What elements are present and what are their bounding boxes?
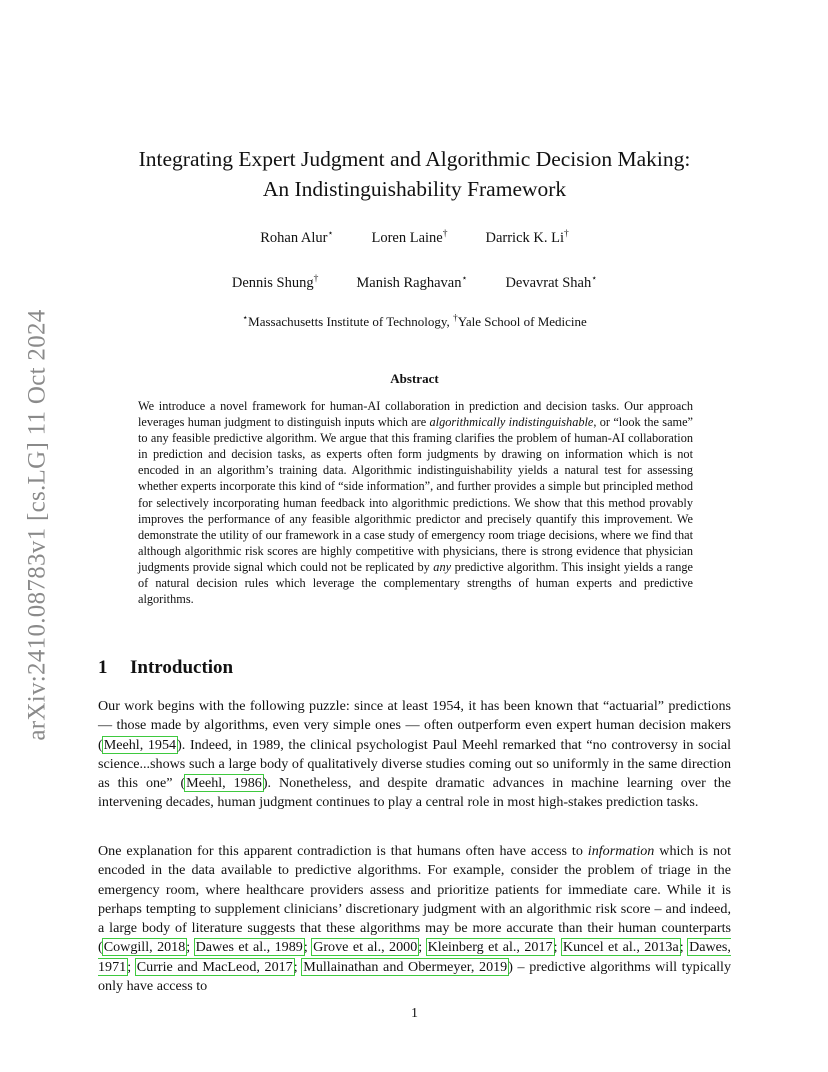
intro-paragraph-1: Our work begins with the following puzzle: since at least 1954, it has been known that “actuarial” predictions — those made by algorithms, even very simple ones — often outperform even expert human decision makers (Meehl, 1954). Indeed, in 1989, the clinical psychologist Paul Meehl remarked that “no controversy in social science...shows such a large body of qualitatively diverse studies coming out so uniformly in the same direction as this one” (Meehl, 1986). Nonetheless, and despite dramatic advances in machine learning over the intervening decades, human judgment continues to play a central role in most high-stakes prediction tasks. — [98, 698, 731, 811]
arxiv-identifier — [18, 290, 58, 760]
author: Loren Laine† — [371, 229, 448, 246]
affiliations: ⋆Massachusetts Institute of Technology, †Yale School of Medicine — [242, 313, 587, 329]
citation-link[interactable]: Currie and MacLeod, 2017 — [136, 958, 293, 975]
author-mark: ⋆ — [591, 274, 598, 285]
citation-link[interactable]: Meehl, 1954 — [103, 736, 177, 753]
author-mark: ⋆ — [327, 229, 334, 240]
title-line-2: An Indistinguishability Framework — [262, 177, 567, 201]
citation-link[interactable]: Dawes et al., 1989 — [195, 939, 303, 956]
abstract-text: We introduce a novel framework for human-AI collaboration in prediction and decision tasks. Our approach leverages human judgment to distinguish inputs which are algorithmically indistinguishable, or “look the same” to any feasible predictive algorithm. We argue that this framing clarifies the problem of human-AI collaboration in prediction and decision tasks, as experts often form judgments by drawing on information which is not encoded in an algorithm’s training data. Algorithmic indistinguishability yields a natural test for assessing whether experts incorporate this kind of “side information”, and further provides a simple but principled method for selectively incorporating human feedback into algorithmic predictions. We show that this method provably improves the performance of any feasible algorithmic predictor and precisely quantify this improvement. We demonstrate the utility of our framework in a case study of emergency room triage decisions, where we find that although algorithmic risk scores are highly competitive with physicians, there is strong evidence that physician judgments provide signal which could not be replicated by any predictive algorithm. This insight yields a range of natural decision rules which leverage the complementary strengths of human experts and predictive algorithms. — [138, 399, 694, 607]
author-row-1 — [98, 230, 731, 247]
citation-link[interactable]: Grove et al., 2000 — [313, 939, 418, 956]
author: Devavrat Shah⋆ — [505, 274, 598, 291]
citation-link[interactable]: Mullainathan and Obermeyer, 2019 — [303, 958, 508, 975]
section-heading-introduction — [98, 657, 233, 679]
author-mark: ⋆ — [461, 274, 468, 285]
author-mark: † — [313, 274, 319, 285]
author-row-2 — [98, 275, 731, 292]
section-number: 1 — [98, 657, 108, 678]
section-title: Introduction — [130, 657, 234, 678]
author: Manish Raghavan⋆ — [356, 274, 468, 291]
page-number: 1 — [411, 1006, 418, 1021]
citation-link[interactable]: Kleinberg et al., 2017 — [427, 939, 553, 956]
author: Dennis Shung† — [231, 274, 319, 291]
abstract-heading: Abstract — [390, 371, 439, 386]
author: Rohan Alur⋆ — [260, 229, 334, 246]
paper-title — [98, 144, 731, 204]
author-mark: † — [442, 229, 448, 240]
author: Darrick K. Li† — [485, 229, 569, 246]
citation-link[interactable]: Meehl, 1986 — [186, 775, 262, 792]
author-mark: † — [564, 229, 569, 240]
citation-link[interactable]: Cowgill, 2018 — [103, 939, 186, 956]
citation-link[interactable]: Dawes, 1971 — [98, 939, 731, 975]
citation-link[interactable]: Kuncel et al., 2013a — [562, 939, 679, 956]
intro-paragraph-2: One explanation for this apparent contradiction is that humans often have access to information which is not encoded in the data available to predictive algorithms. For example, consider the problem of triage in the emergency room, where healthcare providers assess and prioritize patients for immediate care. While it is perhaps tempting to supplement clinicians’ discretionary judgment with an algorithmic risk score – and indeed, a large body of literature suggests that these algorithms may be more accurate than their human counterparts (Cowgill, 2018; Dawes et al., 1989; Grove et al., 2000; Kleinberg et al., 2017; Kuncel et al., 2013a; Dawes, 1971; Currie and MacLeod, 2017; Mullainathan and Obermeyer, 2019) – predictive algorithms will typically only have access to — [98, 843, 731, 995]
title-line-1: Integrating Expert Judgment and Algorithmic Decision Making: — [138, 147, 691, 171]
arxiv-identifier-text: arXiv:2410.08783v1 [cs.LG] 11 Oct 2024 — [24, 309, 51, 741]
